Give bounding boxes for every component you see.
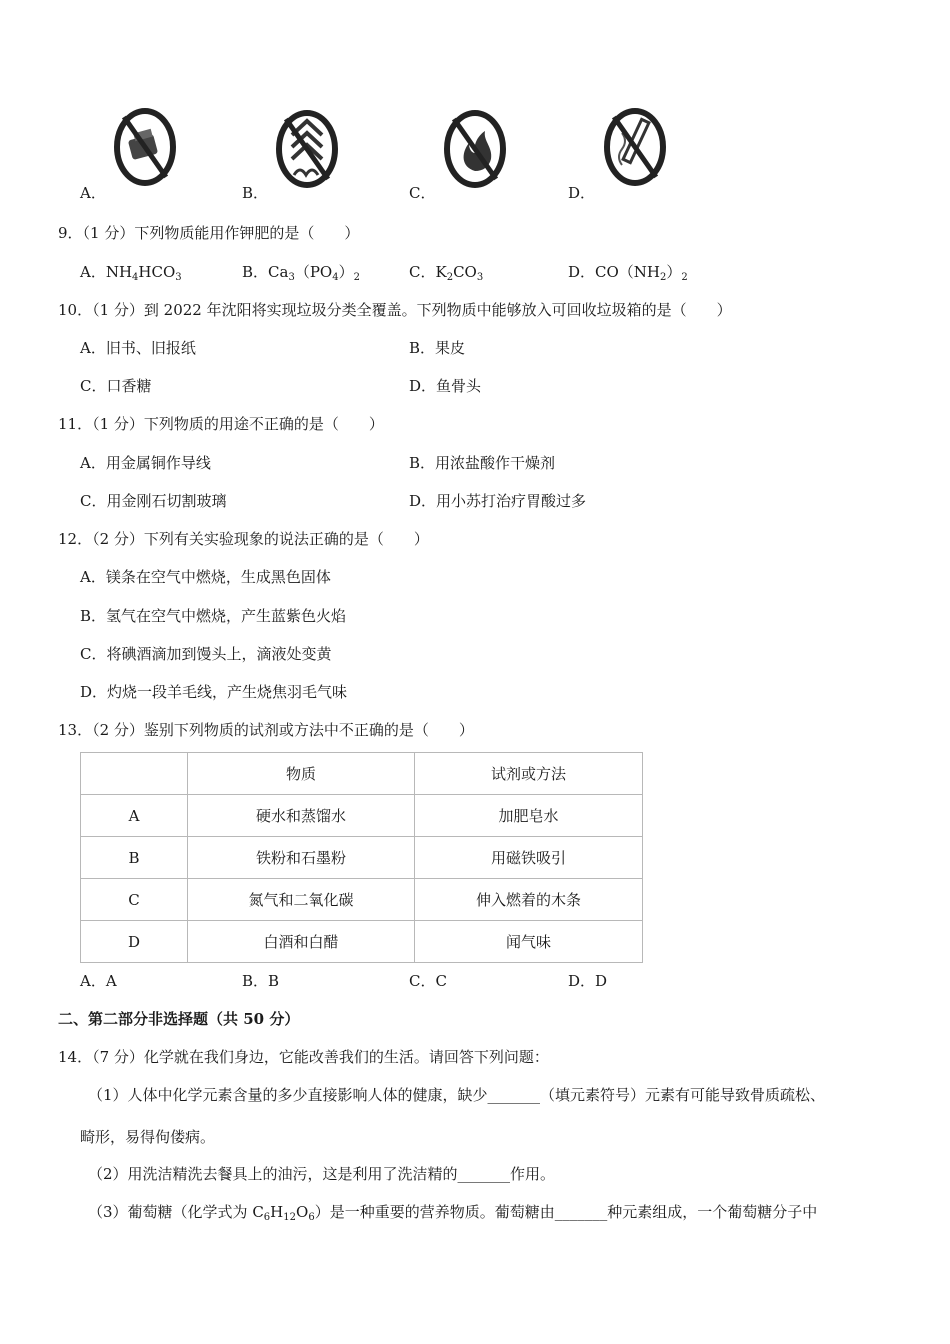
section-heading: 二、第二部分非选择题（共 50 分） [58,1010,300,1028]
q12-option-a: A．镁条在空气中燃烧，生成黑色固体 [80,568,331,586]
q11-option-c: C．用金刚石切割玻璃 [80,492,227,510]
table-cell: 铁粉和石墨粉 [188,837,415,879]
table-cell: 闻气味 [415,921,643,963]
q9-option-d: D．$CO(NH_2)_2$ [568,263,688,283]
answer-blank[interactable]: _______ [554,1203,608,1221]
table-cell: B [81,837,188,879]
table-cell: 氮气和二氧化碳 [188,879,415,921]
q9-option-a: A．$NH_4HCO_3$ [80,263,182,283]
q13-option-d: D．D [568,972,608,990]
q10-stem: 10．（1 分）到 2022 年沈阳将实现垃圾分类全覆盖。下列物质中能够放入可回收垃圾箱的是（ ） [58,301,732,319]
answer-blank[interactable]: _______ [457,1165,511,1183]
q13-stem: 13．（2 分）鉴别下列物质的试剂或方法中不正确的是（ ） [58,721,474,739]
table-row [81,879,643,921]
q11-option-d: D．用小苏打治疗胃酸过多 [409,492,587,510]
q10-option-b: B．果皮 [409,339,466,357]
table-cell: D [81,921,188,963]
sign-b-label: B． [242,184,269,202]
table-cell: 硬水和蒸馏水 [188,795,415,837]
q11-stem: 11．（1 分）下列物质的用途不正确的是（ ） [58,415,384,433]
q14-part1-line2: 畸形，易得佝偻病。 [80,1128,216,1146]
q11-option-b: B．用浓盐酸作干燥剂 [409,454,556,472]
table-header-cell: 物质 [188,753,415,795]
q13-option-b: B．B [242,972,280,990]
table-header-row [81,753,643,795]
table-cell: 伸入燃着的木条 [415,879,643,921]
table-cell: C [81,879,188,921]
q14-stem: 14．（7 分）化学就在我们身边，它能改善我们的生活。请回答下列问题： [58,1048,549,1066]
q12-option-b: B．氢气在空气中燃烧，产生蓝紫色火焰 [80,607,347,625]
table-row [81,921,643,963]
q10-option-a: A．旧书、旧报纸 [80,339,196,357]
q14-part1-line1: （1）人体中化学元素含量的多少直接影响人体的健康，缺少_______（填元素符号）元素有可能导致骨质疏松、 [88,1086,826,1104]
sign-a-label: A． [80,184,106,202]
table-header-cell [81,753,188,795]
q10-option-c: C．口香糖 [80,377,152,395]
q13-option-c: C．C [409,972,447,990]
answer-blank[interactable]: _______ [487,1086,541,1104]
q10-option-d: D．鱼骨头 [409,377,482,395]
q9-stem: 9．（1 分）下列物质能用作钾肥的是（ ） [58,224,360,242]
table-row [81,795,643,837]
q12-stem: 12．（2 分）下列有关实验现象的说法正确的是（ ） [58,530,429,548]
table-header-cell: 试剂或方法 [415,753,643,795]
table-cell: 白酒和白醋 [188,921,415,963]
q13-option-a: A．A [80,972,117,990]
table-cell: 加肥皂水 [415,795,643,837]
no-open-flame-sign-icon [442,105,508,191]
q12-option-d: D．灼烧一段羊毛线，产生烧焦羽毛气味 [80,683,348,701]
no-fireworks-sign-icon [274,105,340,191]
q11-option-a: A．用金属铜作导线 [80,454,211,472]
no-smoking-items-sign-icon [112,103,178,189]
q9-option-c: C．$K_2CO_3$ [409,263,484,283]
q12-option-c: C．将碘酒滴加到馒头上，滴液处变黄 [80,645,332,663]
sign-d-label: D． [568,184,596,202]
q14-part2: （2）用洗洁精洗去餐具上的油污，这是利用了洗洁精的_______作用。 [88,1165,556,1183]
table-row [81,837,643,879]
q9-option-b: B．$Ca_3(PO_4)_2$ [242,263,360,283]
table-cell: 用磁铁吸引 [415,837,643,879]
q14-part3: （3）葡萄糖（化学式为 $C_6H_{12}O_6$）是一种重要的营养物质。葡萄糖由_______种元素组成，一个葡萄糖分子中 [88,1203,818,1223]
q13-table [80,752,643,963]
table-cell: A [81,795,188,837]
no-smoking-sign-icon [602,103,668,189]
sign-c-label: C． [409,184,436,202]
